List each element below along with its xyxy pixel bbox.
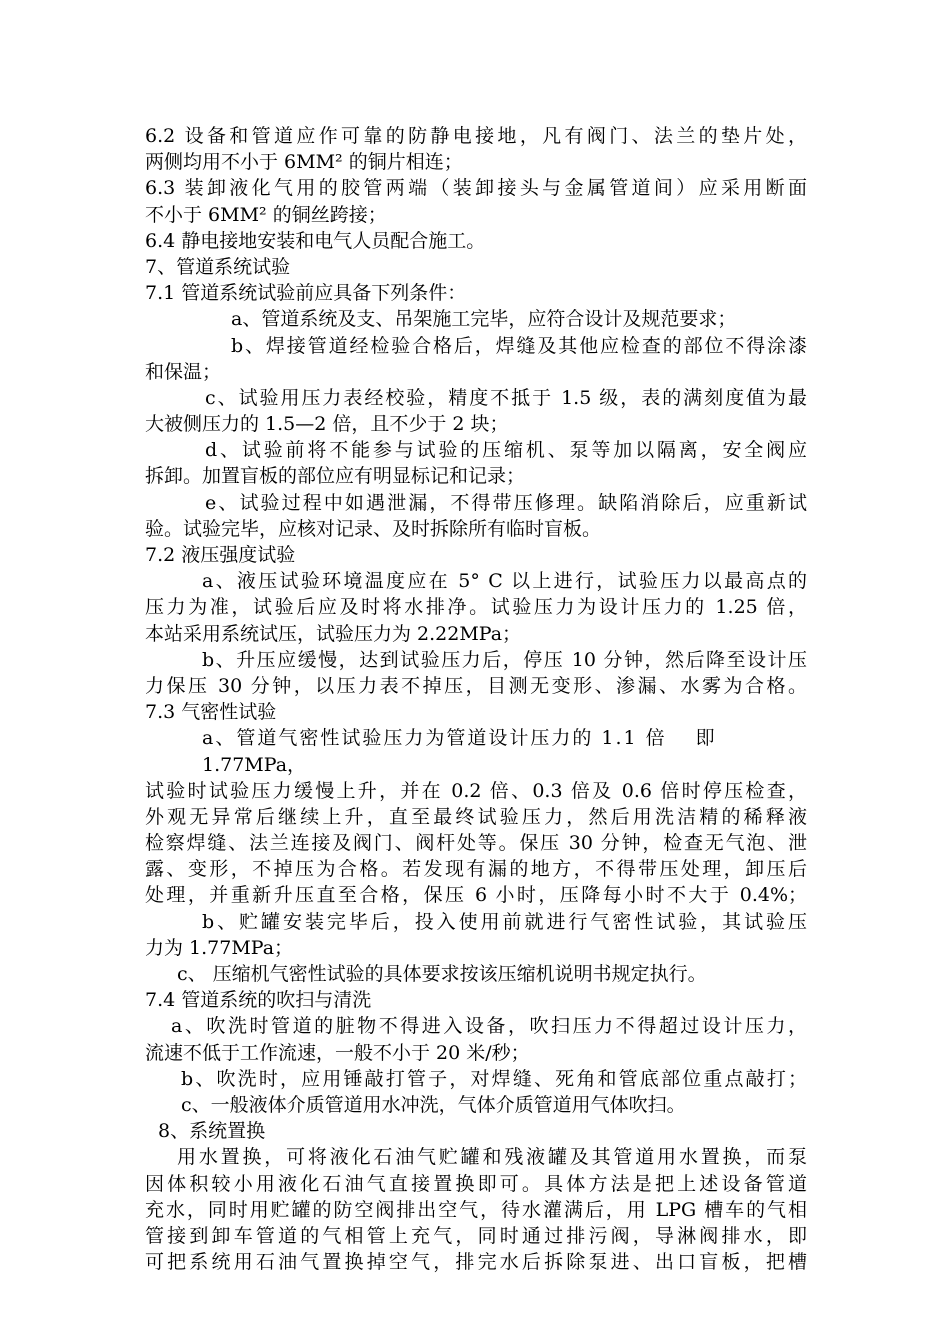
paragraph-line: 拆卸。加置盲板的部位应有明显标记和记录； <box>145 465 526 488</box>
list-item: c、 压缩机气密性试验的具体要求按该压缩机说明书规定执行。 <box>177 963 707 985</box>
subsection-heading: 7.1 管道系统试验前应具备下列条件： <box>145 282 467 305</box>
subsection-heading: 7.3 气密性试验 <box>145 701 277 724</box>
paragraph-line: 力保压 30 分钟，以压力表不掉压，目测无变形、渗漏、水雾为合格。 <box>145 674 807 697</box>
list-item: b、吹洗时，应用锤敲打管子，对焊缝、死角和管底部位重点敲打； <box>181 1067 807 1090</box>
paragraph-line: 管接到卸车管道的气相管上充气，同时通过排污阀，导淋阀排水，即 <box>145 1224 807 1247</box>
list-item: a、管道气密性试验压力为管道设计压力的 1.1 倍 即 <box>202 727 717 750</box>
paragraph-line: 6.4 静电接地安装和电气人员配合施工。 <box>145 229 486 252</box>
paragraph-line: 流速不低于工作流速，一般不小于 20 米/秒； <box>145 1041 530 1064</box>
list-item: b、升压应缓慢，达到试验压力后，停压 10 分钟，然后降至设计压 <box>202 648 807 671</box>
list-item: a、液压试验环境温度应在 5° C 以上进行，试验压力以最高点的 <box>202 570 807 593</box>
paragraph-line: 检察焊缝、法兰连接及阀门、阀杆处等。保压 30 分钟，检查无气泡、泄 <box>145 832 807 855</box>
paragraph-line: 不小于 6MM² 的铜丝跨接； <box>145 203 387 226</box>
list-item: e、试验过程中如遇泄漏，不得带压修理。缺陷消除后，应重新试 <box>205 491 807 514</box>
list-item: c、一般液体介质管道用水冲洗，气体介质管道用气体吹扫。 <box>181 1093 686 1116</box>
paragraph-line: 充水，同时用贮罐的防空阀排出空气，待水灌满后，用 LPG 槽车的气相 <box>145 1198 807 1221</box>
paragraph-line: 露、变形，不掉压为合格。若发现有漏的地方，不得带压处理，卸压后 <box>145 858 807 881</box>
list-item: b、贮罐安装完毕后，投入使用前就进行气密性试验，其试验压 <box>202 910 807 933</box>
paragraph-line: 压力为准，试验后应及时将水排净。试验压力为设计压力的 1.25 倍， <box>145 596 807 619</box>
subsection-heading: 7.2 液压强度试验 <box>145 544 296 566</box>
list-item: a、吹洗时管道的脏物不得进入设备，吹扫压力不得超过设计压力， <box>171 1015 807 1038</box>
list-item: c、试验用压力表经校验，精度不抵于 1.5 级，表的满刻度值为最 <box>205 386 807 409</box>
paragraph-line: 处理，并重新升压直至合格，保压 6 小时，压降每小时不大于 0.4%； <box>145 884 807 907</box>
section-heading: 8、系统置换 <box>158 1120 266 1143</box>
paragraph-line: 试验时试验压力缓慢上升，并在 0.2 倍、0.3 倍及 0.6 倍时停压检查， <box>145 779 807 802</box>
paragraph-line: 验。试验完毕，应核对记录、及时拆除所有临时盲板。 <box>145 517 602 540</box>
paragraph-line: 1.77MPa， <box>202 753 307 776</box>
list-item: a、管道系统及支、吊架施工完毕，应符合设计及规范要求； <box>231 308 737 331</box>
document-body <box>145 123 807 1275</box>
paragraph-line: 力为 1.77MPa； <box>145 936 294 959</box>
paragraph-line: 因体积较小用液化石油气直接置换即可。具体方法是把上述设备管道 <box>145 1172 807 1195</box>
paragraph-line: 外观无异常后继续上升，直至最终试验压力，然后用洗洁精的稀释液 <box>145 805 807 828</box>
list-item: d、试验前将不能参与试验的压缩机、泵等加以隔离，安全阀应 <box>205 439 807 462</box>
paragraph-line: 6.3 装卸液化气用的胶管两端（装卸接头与金属管道间）应采用断面 <box>145 177 807 200</box>
section-heading: 7、管道系统试验 <box>145 255 291 278</box>
paragraph-line: 大被侧压力的 1.5—2 倍，且不少于 2 块； <box>145 413 509 436</box>
paragraph-line: 两侧均用不小于 6MM² 的铜片相连； <box>145 151 463 174</box>
paragraph-line: 6.2 设备和管道应作可靠的防静电接地，凡有阀门、法兰的垫片处， <box>145 125 807 147</box>
list-item: b、焊接管道经检验合格后，焊缝及其他应检查的部位不得涂漆 <box>231 334 807 357</box>
paragraph-line: 本站采用系统试压，试验压力为 2.22MPa； <box>145 622 522 645</box>
subsection-heading: 7.4 管道系统的吹扫与清洗 <box>145 989 372 1012</box>
paragraph-line: 可把系统用石油气置换掉空气，排完水后拆除泵进、出口盲板，把槽 <box>145 1251 807 1274</box>
paragraph-line: 用水置换，可将液化石油气贮罐和残液罐及其管道用水置换，而泵 <box>177 1146 807 1169</box>
paragraph-line: 和保温； <box>145 360 222 383</box>
